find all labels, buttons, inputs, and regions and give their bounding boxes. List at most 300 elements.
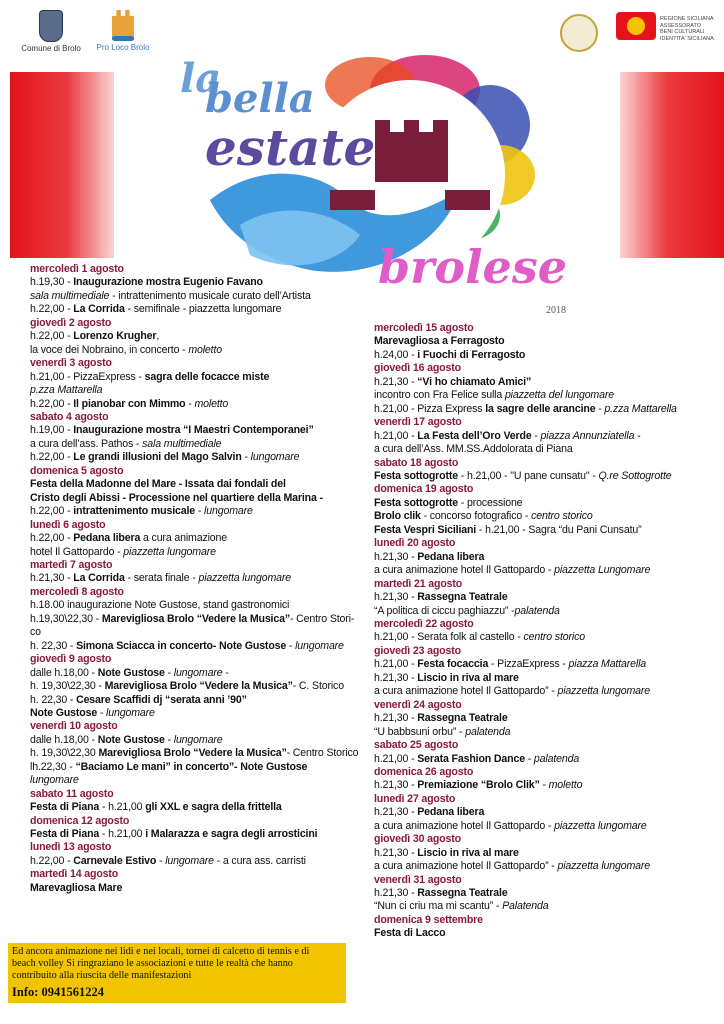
event-line [374,335,719,348]
text-segment: Lorenzo Krugher [73,330,157,343]
text-segment: venerdì 24 agosto [374,698,462,711]
text-segment: h.21,30 - [30,572,74,585]
event-line [30,572,360,585]
text-segment: domenica 9 settembre [374,913,483,926]
text-segment: h.21,30 - [374,550,418,563]
text-segment: - serata finale - [124,572,199,585]
text-segment: h.24,00 - [374,348,418,361]
text-segment: Il pianobar con Mimmo [73,397,186,410]
date-heading [374,457,719,470]
text-segment: - C. Storico [292,680,344,693]
text-segment: h.19,30\22,30 - [30,612,102,625]
text-segment: a cura animazione [140,532,228,545]
text-segment: Marevigliosa Brolo “Vedere la Musica” [101,612,290,625]
event-line [30,694,360,707]
text-segment: - [539,779,549,792]
text-segment: Q.re Sottogrotte [598,469,672,482]
text-segment: centro storico [523,631,585,644]
date-heading [374,914,719,927]
text-segment: - [164,733,174,746]
event-line [374,497,719,510]
text-segment: h.21,00 - Pizza Express [374,402,486,415]
text-segment: incontro con Fra Felice sulla [374,389,505,402]
text-segment: i Fuochi di Ferragosto [417,348,526,361]
date-heading [30,841,360,854]
text-segment: h.21,00 - [374,429,418,442]
text-segment: Pedana libera [417,550,485,563]
text-segment: Cristo degli Abissi - Processione nel quartiere della Marina - [30,491,323,504]
text-segment: p.zza Mattarella [604,402,677,415]
text-segment: Carnevale Estivo [73,854,157,867]
text-segment: - h.21,00 - Sagra “du Pani Cunsatu” [476,523,642,536]
event-line [374,631,719,644]
text-segment: centro storico [531,510,593,523]
event-line [30,707,360,720]
text-segment: h.21,00 - [374,752,418,765]
text-segment: h.19,00 - [30,424,74,437]
text-segment: giovedì 2 agosto [30,316,112,329]
text-segment: Inaugurazione mostra Eugenio Favano [73,276,263,289]
text-segment: giovedì 9 agosto [30,653,112,666]
text-segment: Note Gustose [97,733,165,746]
date-heading [374,833,719,846]
text-segment: “Nun ci criu ma mi scantu” - [374,900,503,913]
text-segment: sabato 18 agosto [374,456,459,469]
text-segment: lunedì 6 agosto [30,518,106,531]
text-segment: a cura animazione hotel Il Gattopardo - [374,819,555,832]
text-segment: Liscio in riva al mare [417,846,519,859]
title-word-2: bella [205,75,315,122]
text-segment: h.21,30 - [374,846,418,859]
text-segment: Note Gustose [30,706,98,719]
comune-label: Comune di Brolo [21,44,81,53]
text-segment: piazza Annunziatella [540,429,635,442]
text-segment: lungomare [173,666,223,679]
event-line [30,599,360,612]
text-segment: piazzetta lungomare [557,860,651,873]
text-segment: Inaugurazione mostra “I Maestri Contemporanei” [73,424,314,437]
text-segment: “Vi ho chiamato Amici” [417,375,532,388]
text-segment: Marevagliosa Mare [30,881,123,894]
text-segment: sabato 4 agosto [30,410,109,423]
date-heading [30,559,360,572]
text-segment: Premiazione “Brolo Clik” [417,779,540,792]
event-line [30,492,360,505]
text-segment: sala multimediale [30,289,110,302]
text-segment: lunedì 27 agosto [374,792,456,805]
text-segment: - [241,451,251,464]
text-segment: sala multimediale [142,437,222,450]
text-segment: dalle h.18,00 - [30,666,98,679]
text-segment: lungomare [204,505,253,518]
text-segment: Festa della Madonne del Mare - Issata dai fondali del [30,478,286,491]
event-line [30,640,360,653]
text-segment: palatenda [514,604,560,617]
trinacria-icon [616,12,656,40]
event-line [30,761,360,774]
date-heading [374,578,719,591]
text-segment: h.18.00 inaugurazione Note Gustose, stand gastronomici [30,599,290,612]
text-segment: Festa di Piana [30,801,100,814]
castle-icon [375,120,448,182]
date-heading [374,322,719,335]
date-heading [374,739,719,752]
date-heading [374,766,719,779]
event-line [30,303,360,316]
text-segment: Festa sottogrotte [374,496,458,509]
proloco-label: Pro Loco Brolo [96,43,150,52]
text-segment: p.zza Mattarella [30,384,103,397]
text-segment: mercoledì 8 agosto [30,585,124,598]
text-segment: lunedì 13 agosto [30,841,112,854]
text-segment: a cura animazione hotel Il Gattopardo - [374,564,555,577]
text-segment: dalle h.18,00 - [30,733,98,746]
date-heading [374,874,719,887]
text-segment: sagra delle focacce miste [144,370,270,383]
event-line [30,855,360,868]
event-line [30,478,360,491]
text-segment: moletto [194,397,229,410]
text-segment: Pedana libera [417,806,485,819]
event-line [30,801,360,814]
text-segment: h.21,30 - [374,806,418,819]
text-segment: - [164,666,174,679]
text-segment: “A politica di ciccu paghiazzu” - [374,604,515,617]
text-segment: venerdì 3 agosto [30,357,112,370]
text-segment: martedì 7 agosto [30,558,113,571]
event-line [30,371,360,384]
event-line [30,774,360,787]
text-segment: h.21,00 - Serata folk al castello - [374,631,524,644]
text-segment: la voce dei Nobraino, in concerto - [30,343,189,356]
text-segment: - [97,706,107,719]
date-heading [30,357,360,370]
event-line [374,551,719,564]
text-segment: piazzetta lungomare [198,572,292,585]
text-segment: domenica 12 agosto [30,814,130,827]
event-line [374,672,719,685]
text-segment: hotel Il Gattopardo - [30,545,124,558]
text-segment: palatenda [465,725,511,738]
text-segment: Note Gustose [97,666,165,679]
text-segment: - PizzaExpress - [488,658,569,671]
text-segment: - a cura ass. carristi [213,854,306,867]
text-segment: lunedì 20 agosto [374,537,456,550]
date-heading [30,653,360,666]
text-segment: venerdì 10 agosto [30,720,118,733]
event-line [30,747,360,760]
text-segment: giovedì 23 agosto [374,644,461,657]
title-word-1: la [180,55,222,102]
text-segment: palatenda [533,752,580,765]
title-word-4: brolese [378,240,567,294]
text-segment: h. 19,30\22,30 [30,747,99,760]
text-segment: mercoledì 15 agosto [374,322,474,334]
text-segment: la sagre delle arancine [485,402,596,415]
text-segment: giovedì 16 agosto [374,362,461,375]
text-segment: co [30,626,41,639]
text-segment: h.22,00 - [30,330,74,343]
text-segment: venerdì 31 agosto [374,873,462,886]
event-line [30,438,360,451]
text-segment: h.21,30 - [374,887,418,900]
event-line [374,658,719,671]
info-contact: Info: 0941561224 [12,985,105,999]
event-line [374,753,719,766]
text-segment: - h.21,00 - "U pane cunsatu" - [457,469,599,482]
text-segment: h.21,30 - [374,375,418,388]
text-segment: intrattenimento musicale [73,505,196,518]
event-line [30,344,360,357]
text-segment: h.21,00 - [374,658,418,671]
event-line [374,820,719,833]
schedule-right-column [374,322,719,941]
text-segment: - h.21,00 [99,828,146,841]
text-segment: Simona Sciacca in concerto- Note Gustose [76,639,287,652]
event-line [374,685,719,698]
text-segment: lungomare [173,733,223,746]
event-line [30,667,360,680]
event-line [30,330,360,343]
text-segment: Festa di Piana [30,828,100,841]
event-line [30,532,360,545]
date-heading [30,465,360,478]
text-segment: h.21,30 - [374,779,418,792]
text-segment: mercoledì 22 agosto [374,617,474,630]
text-segment: h.21,30 - [374,591,418,604]
text-segment: Festa di Lacco [374,927,446,940]
event-line [30,451,360,464]
text-segment: - [634,429,641,442]
text-segment: domenica 26 agosto [374,765,474,778]
event-line [30,626,360,639]
proloco-logo [92,10,154,52]
text-segment: La Corrida [73,303,125,316]
text-segment: Rassegna Teatrale [417,712,508,725]
text-segment: - h.21,00 [99,801,146,814]
text-segment: “Baciamo Le mani” in concerto”- Note Gustose [75,760,308,773]
text-segment: a cura dell’ass. Pathos - [30,437,143,450]
event-line [374,376,719,389]
event-line [374,806,719,819]
text-segment: domenica 5 agosto [30,464,124,477]
date-heading [374,793,719,806]
event-line [30,424,360,437]
text-segment: moletto [188,343,223,356]
text-segment: h.22,00 - [30,505,74,518]
text-segment: - [595,402,605,415]
text-segment: Liscio in riva al mare [417,671,519,684]
text-segment: h.21,30 - [374,712,418,725]
text-segment: , [156,330,160,343]
text-segment: a cura dell’Ass. MM.SS.Addolorata di Piana [374,443,573,456]
text-segment: lungomare [106,706,155,719]
date-heading [374,483,719,496]
date-heading [30,411,360,424]
text-segment: Rassegna Teatrale [417,591,508,604]
date-heading [30,317,360,330]
event-line [30,680,360,693]
event-line [374,847,719,860]
text-segment: piazzetta lungomare [557,685,651,698]
date-heading [374,645,719,658]
date-heading [374,362,719,375]
event-line [374,403,719,416]
event-line [374,389,719,402]
text-segment: La Corrida [73,572,125,585]
schedule-left-column [30,263,360,895]
text-segment: h.21,30 - [374,671,418,684]
text-segment: - semifinale - piazzetta lungomare [124,303,282,316]
text-segment: h.21,00 - PizzaExpress - [30,370,145,383]
text-segment: Le grandi illusioni del Mago Salvin [73,451,242,464]
event-line [374,779,719,792]
text-segment: giovedì 30 agosto [374,833,461,846]
text-segment: - intrattenimento musicale curato dell’Artista [109,289,311,302]
date-heading [374,416,719,429]
text-segment: h.22,00 - [30,854,74,867]
text-segment: - [222,666,229,679]
text-segment: i Malarazza e sagra degli arrosticini [145,828,318,841]
text-segment: - [524,752,534,765]
date-heading [30,720,360,733]
text-segment: h.22,00 - [30,532,74,545]
text-segment: h.22,00 - [30,303,74,316]
text-segment: h. 22,30 - [30,693,77,706]
text-segment: Serata Fashion Dance [417,752,525,765]
text-segment: Cesare Scaffidi dj “serata anni ’90” [76,693,247,706]
text-segment: Festa sottogrotte [374,469,458,482]
event-line [374,430,719,443]
text-segment: lh.22,30 - [30,760,76,773]
event-line [374,470,719,483]
date-heading [30,868,360,881]
event-line [374,524,719,537]
text-segment: moletto [548,779,583,792]
text-segment: - [156,854,166,867]
date-heading [30,263,360,276]
title-word-3: estate [205,118,376,177]
event-line [374,510,719,523]
text-segment: h. 22,30 - [30,639,77,652]
info-box [8,943,346,1003]
text-segment: piazza Mattarella [568,658,647,671]
text-segment: Festa focaccia [417,658,489,671]
comune-logo [20,10,82,53]
event-line [30,546,360,559]
date-heading [374,699,719,712]
date-heading [30,788,360,801]
event-line [374,605,719,618]
text-segment: lungomare [165,854,214,867]
text-segment: Festa Vespri Siciliani [374,523,477,536]
text-segment: - Centro Storico [286,747,359,760]
text-segment: lungomare [250,451,300,464]
text-segment: Marevigliosa Brolo “Vedere la Musica” [98,747,287,760]
text-segment: Brolo clik [374,510,421,523]
regione-logo [616,12,656,40]
date-heading [30,815,360,828]
event-line [30,398,360,411]
date-heading [30,519,360,532]
regione-text: REGIONE SICILIANA ASSESSORATO BENI CULTURALI IDENTITA' SICILIANA [660,16,714,42]
event-line [374,349,719,362]
event-line [30,734,360,747]
event-line [30,613,360,626]
title-year: 2018 [546,305,566,316]
text-segment: venerdì 17 agosto [374,416,462,429]
text-segment: - processione [457,496,523,509]
event-line [374,443,719,456]
text-segment: piazzetta del lungomare [504,389,614,402]
text-segment: h. 19,30\22,30 - [30,680,105,693]
text-segment: - [286,639,296,652]
text-segment: lungomare [30,774,79,787]
text-segment: Pedana libera [73,532,141,545]
text-segment: - [531,429,541,442]
text-segment: Rassegna Teatrale [417,887,508,900]
red-banner-left [10,72,114,258]
text-segment: piazzetta lungomare [554,819,647,832]
text-segment: La Festa dell’Oro Verde [417,429,532,442]
event-line [30,828,360,841]
text-segment: piazzetta lungomare [123,545,216,558]
date-heading [374,537,719,550]
text-segment: “U babbsuni orbu” - [374,725,466,738]
text-segment: Marevagliosa a Ferragosto [374,335,505,348]
event-line [374,900,719,913]
seal-icon [560,14,598,52]
text-segment: domenica 19 agosto [374,483,474,496]
event-line [374,591,719,604]
text-segment: - [195,505,205,518]
text-segment: martedì 21 agosto [374,577,463,590]
event-line [30,505,360,518]
text-segment: - [185,397,195,410]
event-line [374,712,719,725]
event-line [374,887,719,900]
text-segment: - Centro Stori- [289,612,355,625]
event-line [374,726,719,739]
event-line [374,860,719,873]
text-segment: a cura animazione hotel Il Gattopardo” - [374,860,558,873]
event-line [30,290,360,303]
text-segment: Marevigliosa Brolo “Vedere la Musica” [104,680,293,693]
event-line [30,882,360,895]
text-segment: h.22,00 - [30,397,74,410]
text-segment: gli XXL e sagra della frittella [145,801,282,814]
text-segment: h.19,30 - [30,276,74,289]
text-segment: martedì 14 agosto [30,868,119,881]
text-segment: mercoledì 1 agosto [30,263,124,275]
text-segment: sabato 11 agosto [30,787,114,800]
wave-icon [112,36,134,41]
info-text: Ed ancora animazione nei lidi e nei locali, tornei di calcetto di tennis e di beach volley Si ringraziano le associazioni e tutte le realtà che hanno contribuito alla riuscita delle manifestazioni [12,946,310,981]
text-segment: - concorso fotografico - [420,510,532,523]
event-line [30,276,360,289]
text-segment: piazzetta Lungomare [554,564,651,577]
text-segment: Palatenda [502,900,549,913]
event-line [30,384,360,397]
date-heading [30,586,360,599]
coat-of-arms-icon [39,10,63,42]
date-heading [374,618,719,631]
text-segment: h.22,00 - [30,451,74,464]
event-line [374,564,719,577]
text-segment: lungomare [295,639,344,652]
text-segment: sabato 25 agosto [374,739,459,752]
text-segment: a cura animazione hotel Il Gattopardo” - [374,685,558,698]
